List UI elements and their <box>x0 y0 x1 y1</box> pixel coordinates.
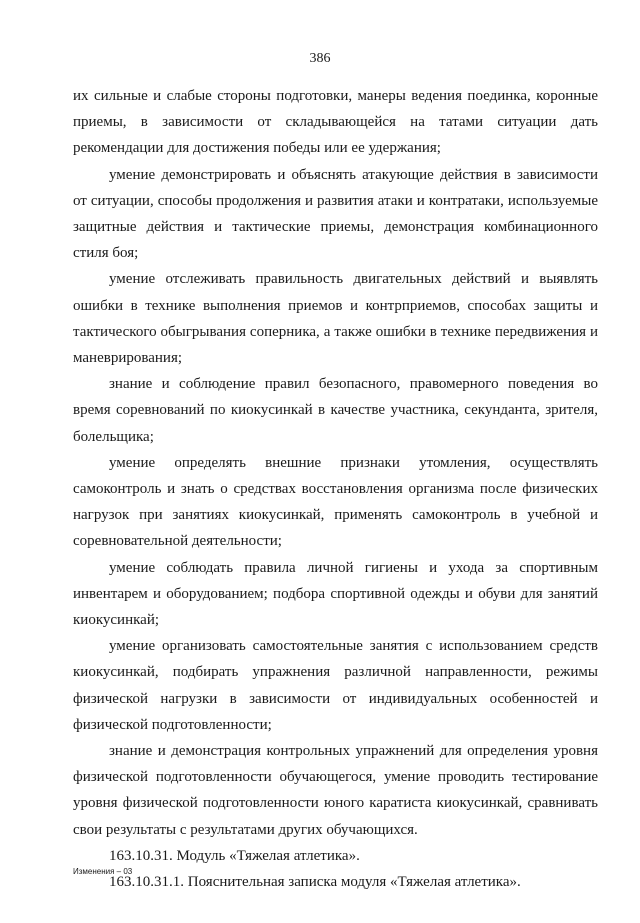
section-heading-module: 163.10.31. Модуль «Тяжелая атлетика». <box>109 847 360 864</box>
paragraph-continuation: их сильные и слабые стороны подготовки, манеры ведения поединка, коронные приемы, в зависимости от складывающейся на татами ситуации дать рекомендации для достижения победы или ее удержания; <box>73 88 598 157</box>
section-heading-explanatory-note: 163.10.31.1. Пояснительная записка модуля «Тяжелая атлетика». <box>109 874 521 891</box>
document-body <box>73 83 598 895</box>
paragraph-error-tracking: умение отслеживать правильность двигательных действий и выявлять ошибки в технике выполнения приемов и контрприемов, способах защиты и тактического обыгрывания соперника, а также ошибки в технике передвижения и маневрирования; <box>73 271 598 367</box>
page-number: 386 <box>309 51 331 66</box>
paragraph-attack-actions: умение демонстрировать и объяснять атакующие действия в зависимости от ситуации, способы продолжения и развития атаки и контратаки, используемые защитные действия и тактические приемы, демонстрация комбинационного стиля боя; <box>73 166 598 262</box>
paragraph-hygiene: умение соблюдать правила личной гигиены и ухода за спортивным инвентарем и оборудованием; подбора спортивной одежды и обуви для занятий киокусинкай; <box>73 559 598 629</box>
paragraph-control-exercises: знание и демонстрация контрольных упражнений для определения уровня физической подготовленности обучающегося, умение проводить тестирование уровня физической подготовленности юного каратиста киокусинкай, сравнивать свои результаты с результатами других обучающихся. <box>73 743 598 838</box>
footer-revision-note: Изменения – 03 <box>73 867 133 876</box>
paragraph-independent-training: умение организовать самостоятельные занятия с использованием средств киокусинкай, подбирать упражнения различной направленности, режимы физической нагрузки в зависимости от индивидуальных особенностей и физической подготовленности; <box>73 638 598 733</box>
paragraph-self-control: умение определять внешние признаки утомления, осуществлять самоконтроль и знать о средствах восстановления организма после физических нагрузок при занятиях киокусинкай, применять самоконтроль в учебной и соревновательной деятельности; <box>73 454 598 550</box>
paragraph-safety-rules: знание и соблюдение правил безопасного, правомерного поведения во время соревнований по киокусинкай в качестве участника, секунданта, зрителя, болельщика; <box>73 376 598 445</box>
